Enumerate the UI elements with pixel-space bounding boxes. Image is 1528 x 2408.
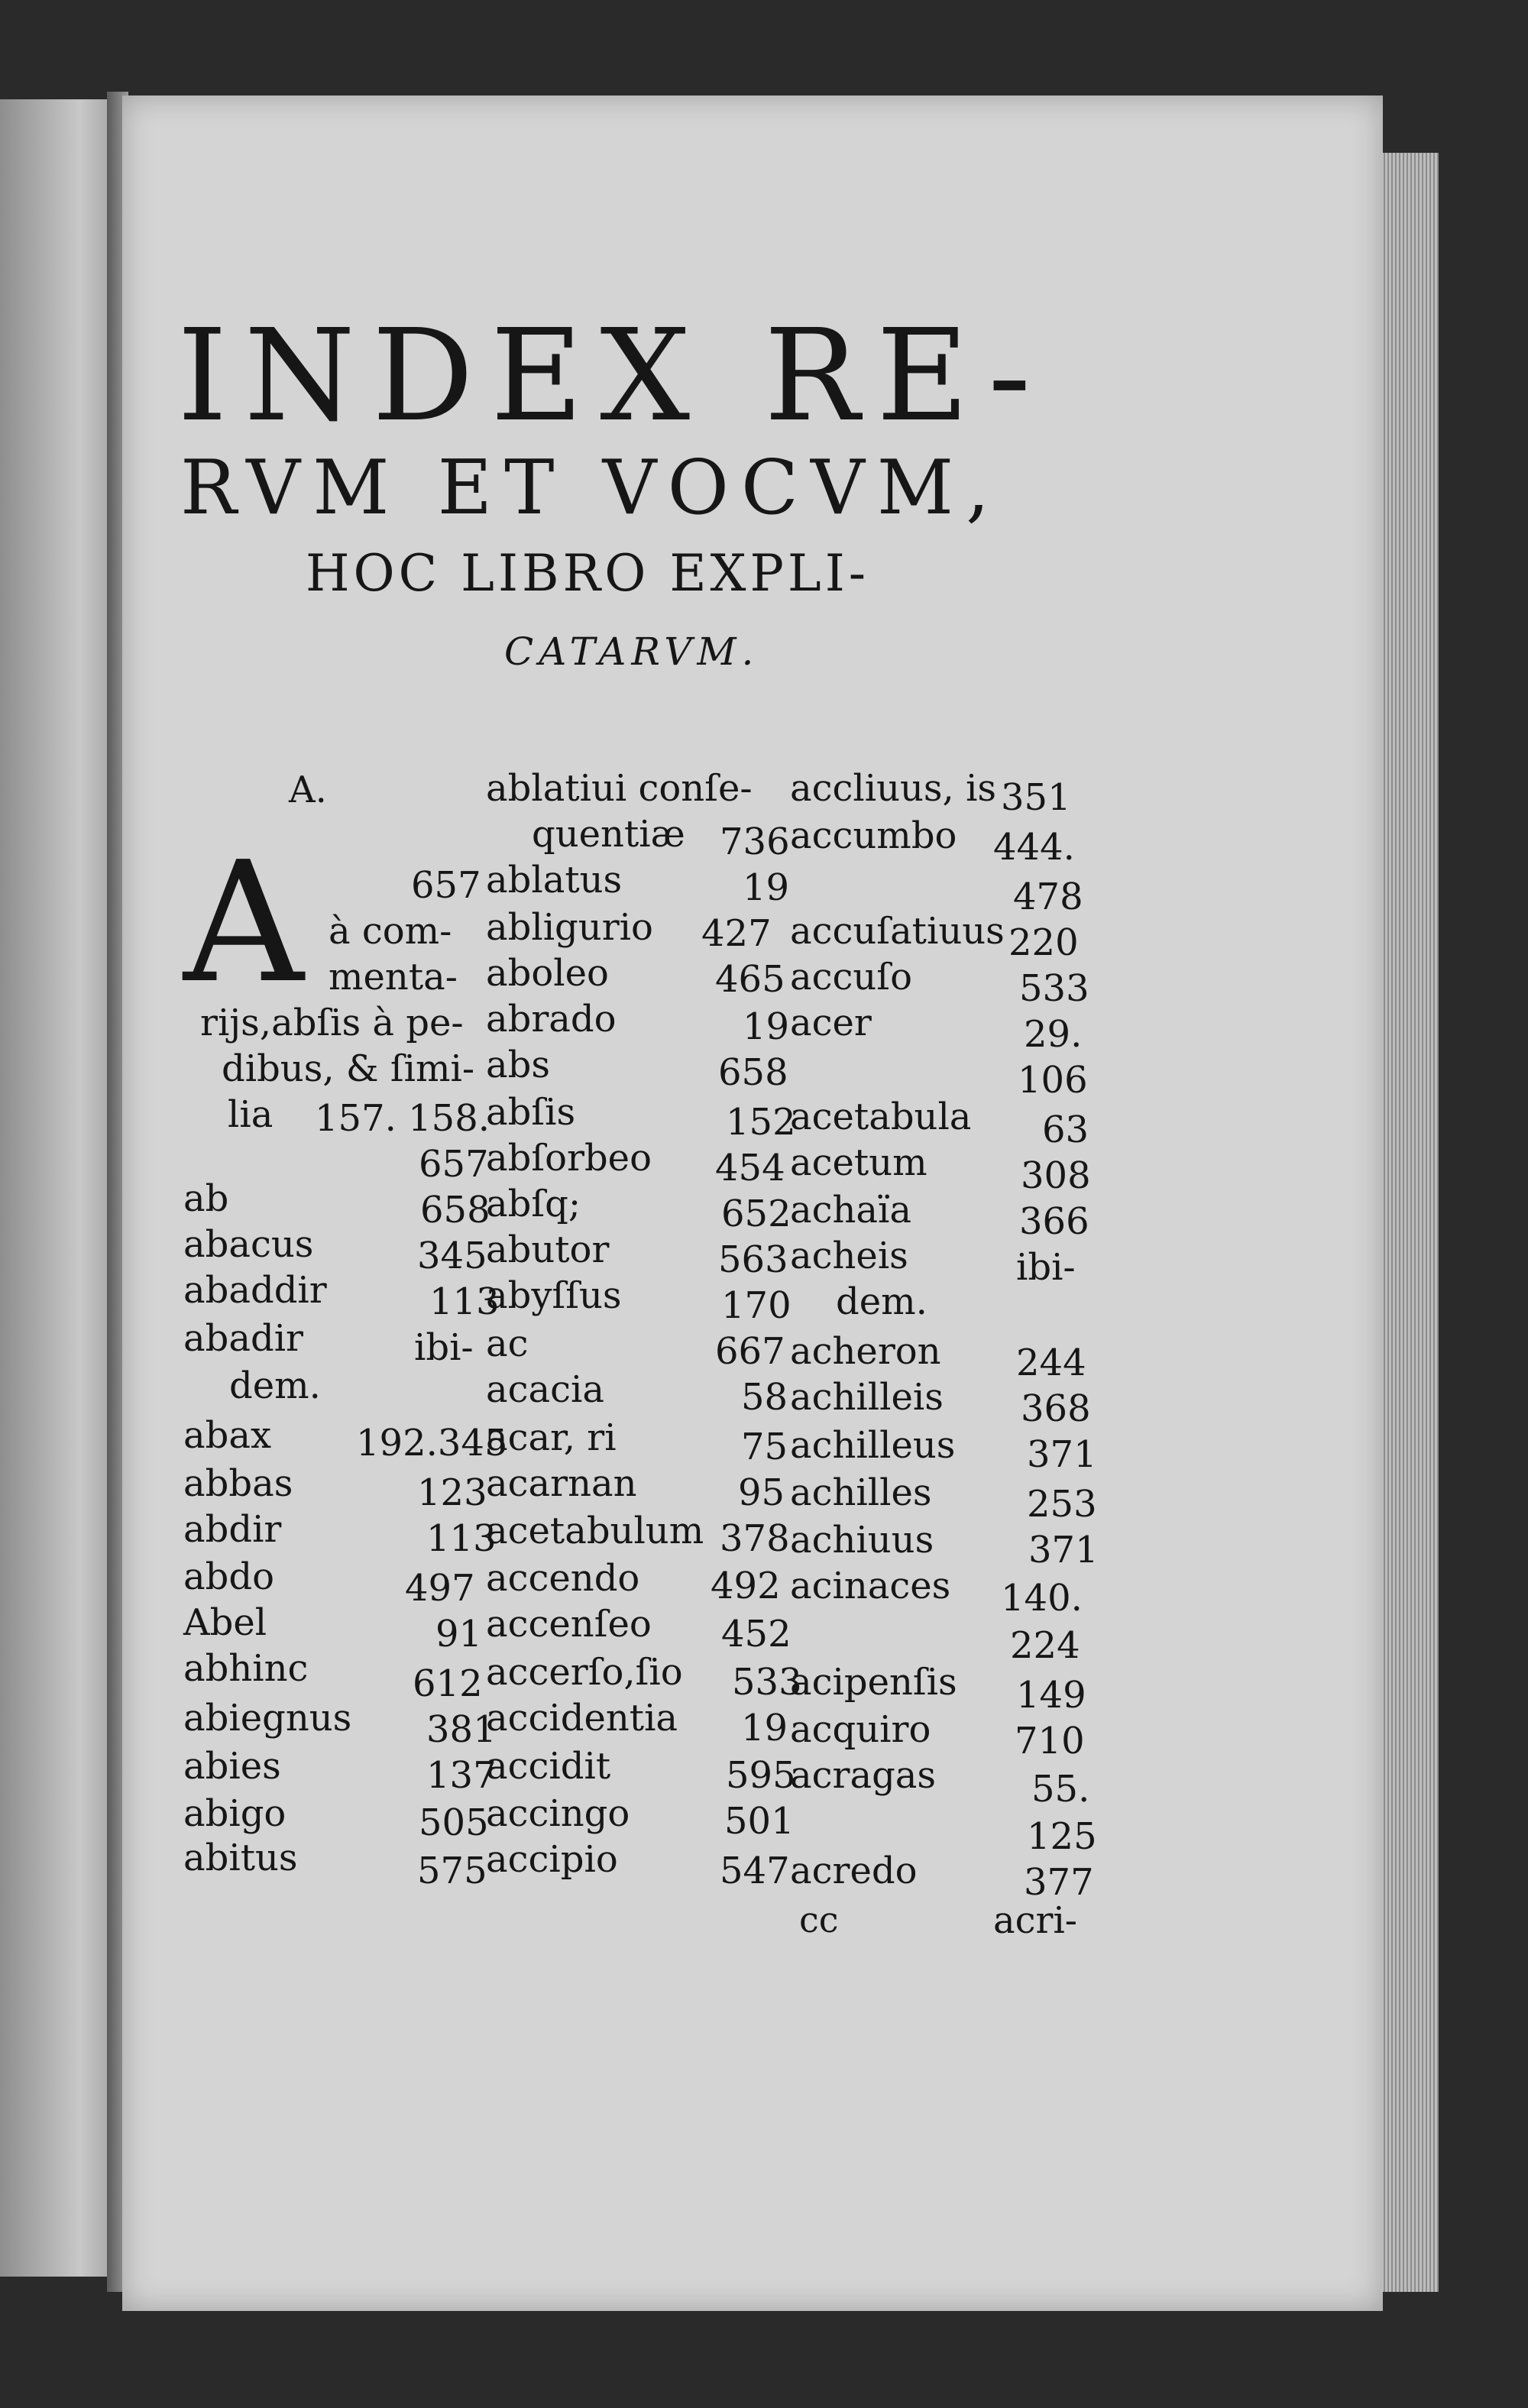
index-text-col3: 444.	[993, 826, 1075, 869]
index-text-col1: 91	[435, 1613, 483, 1656]
index-text-col2: abyſſus	[486, 1274, 622, 1317]
index-text-col2: 736	[720, 820, 790, 863]
left-page-edge	[0, 99, 115, 2277]
index-text-col1: lia	[228, 1093, 274, 1136]
index-text-col1: abdir	[183, 1508, 282, 1551]
index-text-col1: abax	[183, 1414, 272, 1457]
index-text-col3: dem.	[836, 1280, 927, 1323]
index-text-col2: 595	[726, 1754, 796, 1797]
index-text-col3: 140.	[1001, 1577, 1083, 1620]
index-text-col3: 29.	[1024, 1013, 1083, 1056]
index-text-col2: 465	[715, 958, 785, 1001]
index-text-col1: 345	[417, 1235, 487, 1277]
index-text-col3: 308	[1021, 1154, 1091, 1197]
index-text-col2: 75	[741, 1426, 788, 1468]
index-text-col2: 427	[701, 912, 772, 955]
index-text-col1: 658	[420, 1189, 490, 1232]
signature-text: cc	[799, 1899, 839, 1940]
index-text-col2: 452	[721, 1613, 792, 1656]
index-text-col2: 152	[726, 1101, 796, 1144]
index-text-col3: acredo	[790, 1850, 918, 1892]
index-text-col1: abbas	[183, 1462, 293, 1505]
index-text-col2: accidentia	[486, 1697, 678, 1740]
index-text-col1: à com-	[329, 910, 452, 953]
index-text-col2: 19	[743, 1005, 790, 1048]
index-text-col2: abſis	[486, 1091, 576, 1134]
index-text-col3: acetabula	[790, 1096, 972, 1138]
index-text-col2: abs	[486, 1044, 550, 1086]
index-text-col3: acragas	[790, 1754, 937, 1797]
index-text-col2: accingo	[486, 1792, 630, 1835]
index-text-col2: accenſeo	[486, 1603, 652, 1646]
index-text-col2: 492	[711, 1565, 781, 1607]
index-text-col2: acetabulum	[486, 1510, 704, 1552]
index-text-col3: 533	[1019, 967, 1089, 1010]
index-text-col2: 658	[718, 1051, 788, 1094]
index-text-col3: acheron	[790, 1330, 941, 1373]
index-text-col2: aboleo	[486, 952, 609, 995]
index-title-line-1: INDEX RE-	[177, 303, 1048, 450]
index-text-col3: 377	[1024, 1861, 1094, 1904]
index-text-col3: 253	[1027, 1483, 1097, 1526]
index-text-col1: 137	[426, 1754, 497, 1797]
index-text-col1: 657	[419, 1143, 489, 1186]
index-text-col1: 113	[426, 1517, 497, 1560]
index-text-col1: 657	[411, 864, 481, 907]
index-text-col2: 19	[743, 866, 790, 909]
index-text-col1: 113	[429, 1280, 500, 1323]
index-text-col1: ibi-	[414, 1326, 474, 1369]
index-text-col2: abutor	[486, 1228, 610, 1271]
index-text-col3: accumbo	[790, 814, 957, 857]
index-text-col2: 95	[738, 1471, 785, 1514]
index-text-col2: abligurio	[486, 906, 653, 949]
index-title-line-3: HOC LIBRO EXPLI-	[306, 544, 870, 603]
index-text-col1: 505	[419, 1801, 489, 1844]
index-text-col2: ablatiui conſe-	[486, 767, 753, 810]
index-text-col2: accidit	[486, 1745, 611, 1788]
index-text-col2: abſorbeo	[486, 1137, 652, 1180]
index-text-col1: 192.345	[356, 1422, 508, 1465]
index-text-col3: achilleis	[790, 1376, 944, 1419]
index-text-col2: 501	[724, 1800, 795, 1843]
index-text-col2: ablatus	[486, 859, 623, 901]
index-text-col3: 710	[1015, 1720, 1085, 1762]
index-text-col3: accuſo	[790, 956, 912, 998]
index-text-col3: acinaces	[790, 1565, 951, 1607]
drop-cap-initial: A	[183, 827, 304, 1020]
signature-mark	[799, 1899, 839, 1940]
index-text-col3: achilles	[790, 1471, 932, 1514]
index-text-col3: accliuus, is	[790, 767, 997, 810]
index-text-col2: 667	[715, 1330, 785, 1373]
index-text-col2: acarnan	[486, 1462, 637, 1505]
index-text-col3: acquiro	[790, 1708, 931, 1751]
index-text-col3: 366	[1019, 1200, 1089, 1243]
index-text-col2: abſq;	[486, 1183, 581, 1225]
index-text-col2: accendo	[486, 1557, 640, 1600]
index-text-col3: acheis	[790, 1235, 908, 1277]
index-text-col3: 351	[1001, 776, 1071, 819]
index-text-col2: 454	[715, 1147, 785, 1189]
index-text-col3: acipenſis	[790, 1661, 957, 1704]
index-text-col1: 612	[413, 1662, 483, 1705]
index-text-col3: 125	[1027, 1815, 1097, 1858]
index-text-col2: acacia	[486, 1368, 604, 1411]
index-text-col3: 244	[1016, 1342, 1086, 1384]
index-text-col3: 368	[1021, 1387, 1091, 1430]
index-text-col3: 478	[1013, 875, 1083, 918]
index-text-col3: 371	[1028, 1529, 1099, 1571]
index-text-col1: abitus	[183, 1837, 298, 1879]
index-text-col1: abiegnus	[183, 1697, 352, 1740]
index-text-col1: abadir	[183, 1317, 303, 1360]
index-text-col1: abaddir	[183, 1269, 327, 1312]
catchword: acri-	[993, 1899, 1078, 1942]
index-text-col2: 170	[721, 1284, 792, 1327]
index-text-col1: dibus, & ſimi-	[222, 1047, 475, 1090]
index-text-col3: acer	[790, 1002, 872, 1044]
index-title-line-2: RVM ET VOCVM,	[180, 445, 1002, 532]
index-text-col2: 533	[732, 1661, 802, 1704]
index-text-col1: menta-	[329, 956, 458, 998]
index-text-col1: abigo	[183, 1792, 286, 1835]
index-text-col1: 497	[405, 1567, 475, 1610]
index-text-col1: dem.	[229, 1364, 321, 1407]
index-text-col1: abies	[183, 1745, 281, 1788]
index-text-col3: acetum	[790, 1141, 927, 1184]
index-text-col1: ab	[183, 1177, 229, 1220]
index-text-col3: ibi-	[1016, 1246, 1076, 1289]
index-text-col1: 157. 158.	[315, 1097, 490, 1140]
index-text-col3: 63	[1042, 1109, 1089, 1151]
index-text-col2: 563	[718, 1238, 788, 1281]
index-text-col3: 106	[1018, 1059, 1088, 1102]
index-text-col2: quentiæ	[532, 813, 685, 856]
index-text-col3: achiuus	[790, 1519, 934, 1562]
index-text-col1: abhinc	[183, 1647, 309, 1690]
index-text-col3: 224	[1010, 1624, 1080, 1667]
index-text-col2: ac	[486, 1322, 529, 1365]
index-text-col3: 371	[1027, 1433, 1097, 1476]
index-text-col2: accipio	[486, 1838, 618, 1881]
index-text-col3: 220	[1008, 921, 1079, 964]
index-text-col1: 381	[426, 1708, 497, 1751]
index-text-col2: accerſo,ſio	[486, 1651, 683, 1694]
index-text-col1: Abel	[183, 1601, 267, 1644]
index-text-col1: abacus	[183, 1223, 314, 1266]
page-edges	[1381, 153, 1439, 2292]
index-text-col3: achaïa	[790, 1189, 911, 1232]
index-text-col3: achilleus	[790, 1424, 956, 1467]
index-text-col3: 149	[1016, 1674, 1086, 1717]
index-text-col1: 575	[417, 1850, 487, 1892]
index-text-col1: abdo	[183, 1555, 274, 1598]
index-title-line-4: CATARVM.	[504, 630, 759, 674]
index-text-col2: abrado	[486, 998, 617, 1041]
index-text-col2: 547	[720, 1850, 790, 1892]
index-text-col2: 378	[720, 1517, 790, 1560]
index-text-col2: 58	[741, 1376, 788, 1419]
index-text-col2: 19	[741, 1707, 788, 1749]
index-text-col3: 55.	[1031, 1768, 1090, 1811]
index-text-col2: 652	[721, 1193, 792, 1235]
index-text-col3: accuſatiuus	[790, 910, 1005, 953]
index-text-col1: 123	[417, 1471, 487, 1514]
section-letter: A.	[289, 769, 327, 811]
index-text-col2: acar, ri	[486, 1416, 617, 1459]
index-text-col1: rijs,abſis à pe-	[200, 1002, 464, 1044]
